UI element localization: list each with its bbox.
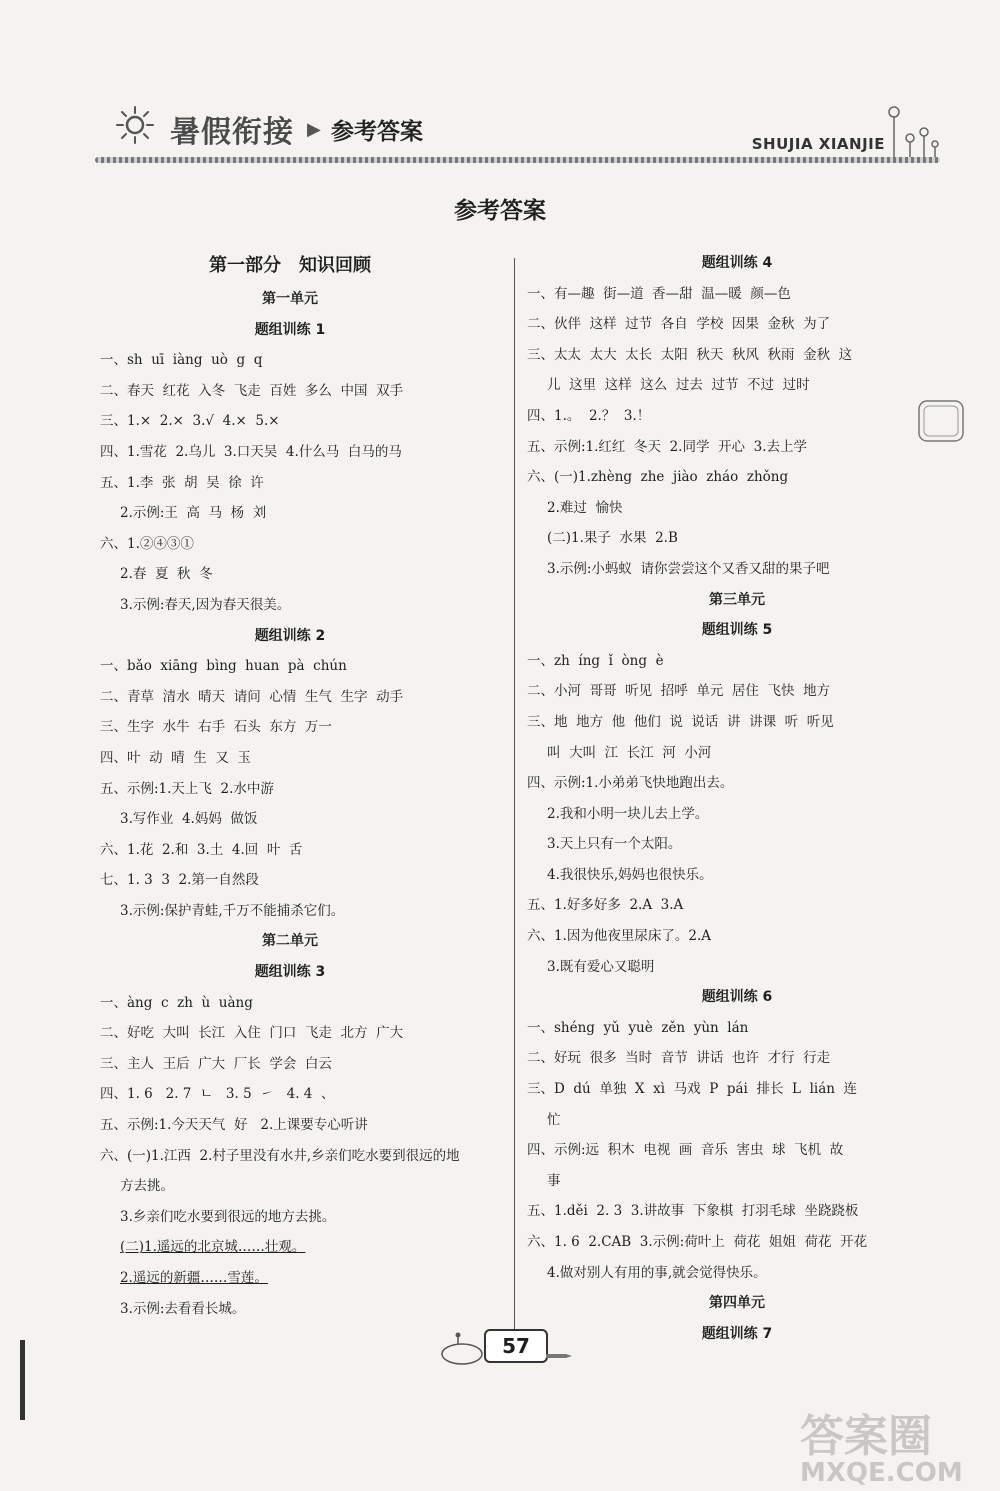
answer-line: 四、1.雪花 2.乌儿 3.口天吴 4.什么马 白马的马 bbox=[100, 443, 402, 460]
header-divider bbox=[95, 157, 940, 163]
answer-line: 二、伙伴 这样 过节 各自 学校 因果 金秋 为了 bbox=[527, 316, 831, 333]
answer-line: 3.示例:春天,因为春天很美。 bbox=[120, 596, 291, 613]
unit-title: 第三单元 bbox=[709, 591, 765, 608]
answer-line: 五、示例:1.红红 冬天 2.同学 开心 3.去上学 bbox=[527, 438, 808, 455]
answer-line: 一、sh uī iàng uò g q bbox=[100, 352, 263, 369]
answer-line: 五、示例:1.天上飞 2.水中游 bbox=[100, 780, 274, 797]
answer-line: 三、生字 水牛 右手 石头 东方 万一 bbox=[100, 719, 332, 736]
answer-line: 七、1. 3 3 2.第一自然段 bbox=[100, 872, 259, 889]
group-title: 题组训练 7 bbox=[701, 1325, 773, 1342]
pencil-icon bbox=[546, 1350, 572, 1362]
column-divider bbox=[514, 258, 515, 1336]
group-title: 题组训练 4 bbox=[701, 255, 773, 271]
unit-title: 第四单元 bbox=[709, 1295, 765, 1312]
answer-line: 五、示例:1.今天天气 好 2.上课要专心听讲 bbox=[100, 1117, 368, 1134]
answer-line: 事 bbox=[547, 1172, 561, 1189]
scan-edge-mark bbox=[20, 1340, 25, 1420]
header-latin-name: SHUJIA XIANJIE bbox=[751, 135, 885, 153]
sun-icon bbox=[115, 105, 155, 145]
answer-line: 三、D dú 单独 X xì 马戏 P pái 排长 L lián 连 bbox=[527, 1081, 858, 1098]
group-title: 题组训练 1 bbox=[254, 321, 326, 338]
brand-logo-text: 暑假衔接 bbox=[170, 115, 294, 150]
unit-title: 第二单元 bbox=[262, 933, 318, 950]
answer-line: 一、有—趣 街—道 香—甜 温—暖 颜—色 bbox=[527, 285, 791, 302]
answer-line: 三、地 地方 他 他们 说 说话 讲 讲课 听 听见 bbox=[527, 713, 834, 730]
answer-line: 四、叶 动 晴 生 又 玉 bbox=[100, 749, 251, 766]
answer-line: 忙 bbox=[547, 1111, 561, 1128]
answer-line: (二)1.遥远的北京城……壮观。 bbox=[120, 1239, 306, 1256]
answer-line: 4.我很快乐,妈妈也很快乐。 bbox=[547, 866, 713, 883]
answer-line: 四、1. 6 2. 7 ㄴ 3. 5 ㇀ 4. 4 、 bbox=[100, 1086, 335, 1103]
answer-line: (二)1.果子 水果 2.B bbox=[547, 530, 678, 547]
answer-line: 3.示例:小蚂蚁 请你尝尝这个又香又甜的果子吧 bbox=[547, 560, 830, 577]
answer-line: 四、示例:1.小弟弟飞快地跑出去。 bbox=[527, 775, 734, 792]
answer-line: 六、1.花 2.和 3.土 4.回 叶 舌 bbox=[100, 841, 303, 858]
flower-decoration-icon bbox=[880, 100, 940, 162]
answer-line: 3.既有爱心又聪明 bbox=[547, 958, 655, 975]
answer-line: 六、1.因为他夜里尿床了。2.A bbox=[527, 928, 712, 945]
answer-line: 一、àng c zh ù uàng bbox=[100, 994, 253, 1011]
answer-line: 3.示例:保护青蛙,千万不能捕杀它们。 bbox=[120, 902, 345, 919]
answer-line: 五、1.李 张 胡 吴 徐 许 bbox=[100, 474, 264, 491]
answer-line: 方去挑。 bbox=[120, 1178, 174, 1195]
answer-line: 三、主人 王后 广大 厂长 学会 白云 bbox=[100, 1055, 332, 1072]
answer-line: 儿 这里 这样 这么 过去 过节 不过 过时 bbox=[547, 377, 810, 394]
page-number: 57 bbox=[484, 1329, 548, 1363]
left-column bbox=[100, 248, 480, 1324]
arrow-icon: ▶ bbox=[307, 119, 321, 140]
answer-line: 三、太太 太大 太长 太阳 秋天 秋风 秋雨 金秋 这 bbox=[527, 346, 853, 363]
answer-line: 六、1. 6 2.CAB 3.示例:荷叶上 荷花 姐姐 荷花 开花 bbox=[527, 1234, 868, 1250]
group-title: 题组训练 2 bbox=[254, 627, 326, 644]
watermark-logo: 答案圈 bbox=[800, 1411, 932, 1462]
answer-line: 五、1.好多好多 2.A 3.A bbox=[527, 897, 684, 914]
answer-line: 3.乡亲们吃水要到很远的地方去挑。 bbox=[120, 1208, 336, 1225]
answer-line: 2.遥远的新疆……雪莲。 bbox=[120, 1270, 268, 1286]
answer-line: 2.春 夏 秋 冬 bbox=[120, 566, 213, 583]
answer-line: 四、1.。 2.？ 3.！ bbox=[527, 407, 651, 424]
answer-line: 五、1.děi 2. 3 3.讲故事 下象棋 打羽毛球 坐跷跷板 bbox=[527, 1203, 859, 1220]
part-title: 第一部分 知识回顾 bbox=[209, 255, 371, 276]
right-column bbox=[527, 248, 947, 1349]
answer-line: 二、小河 哥哥 听见 招呼 单元 居住 飞快 地方 bbox=[527, 683, 831, 700]
group-title: 题组训练 5 bbox=[701, 622, 773, 639]
answer-line: 一、shéng yǔ yuè zěn yùn lán bbox=[527, 1019, 749, 1036]
answer-line: 二、好吃 大叫 长江 入住 门口 飞走 北方 广大 bbox=[100, 1025, 404, 1042]
unit-title: 第一单元 bbox=[262, 291, 318, 307]
answer-line: 三、1.× 2.× 3.√ 4.× 5.× bbox=[100, 413, 280, 430]
answer-line: 六、1.②④③① bbox=[100, 535, 194, 552]
page-title: 参考答案 bbox=[454, 198, 546, 224]
watermark bbox=[800, 1400, 990, 1488]
group-title: 题组训练 6 bbox=[701, 989, 773, 1006]
answer-line: 二、好玩 很多 当时 音节 讲话 也许 才行 行走 bbox=[527, 1050, 831, 1067]
answer-line: 一、zh íng ǐ òng è bbox=[527, 652, 664, 669]
group-title: 题组训练 3 bbox=[254, 964, 326, 981]
answer-line: 一、bǎo xiāng bìng huan pà chún bbox=[100, 658, 347, 675]
answer-line: 二、青草 清水 晴天 请问 心情 生气 生字 动手 bbox=[100, 688, 404, 705]
answer-line: 2.难过 愉快 bbox=[547, 499, 623, 516]
answer-line: 二、春天 红花 入冬 飞走 百姓 多么 中国 双手 bbox=[100, 382, 404, 399]
page-header bbox=[95, 95, 940, 175]
answer-line: 3.示例:去看看长城。 bbox=[120, 1300, 246, 1317]
cartoon-cloud-icon bbox=[438, 1332, 486, 1366]
answer-line: 4.做对别人有用的事,就会觉得快乐。 bbox=[547, 1264, 767, 1281]
answer-line: 六、(一)1.zhèng zhe jiào zháo zhǒng bbox=[527, 469, 789, 486]
answer-line: 2.示例:王 高 马 杨 刘 bbox=[120, 505, 267, 522]
watermark-url: MXQE.COM bbox=[800, 1458, 963, 1488]
page-footer bbox=[438, 1326, 568, 1376]
answer-line: 六、(一)1.江西 2.村子里没有水井,乡亲们吃水要到很远的地 bbox=[100, 1147, 460, 1164]
stamp-icon bbox=[916, 398, 966, 444]
answer-line: 3.写作业 4.妈妈 做饭 bbox=[120, 811, 258, 828]
answer-line: 2.我和小明一块儿去上学。 bbox=[547, 805, 709, 822]
answer-line: 四、示例:远 积木 电视 画 音乐 害虫 球 飞机 故 bbox=[527, 1142, 844, 1159]
header-section-name: 参考答案 bbox=[331, 119, 423, 145]
answer-line: 叫 大叫 江 长江 河 小河 bbox=[547, 744, 712, 761]
answer-line: 3.天上只有一个太阳。 bbox=[547, 836, 682, 853]
